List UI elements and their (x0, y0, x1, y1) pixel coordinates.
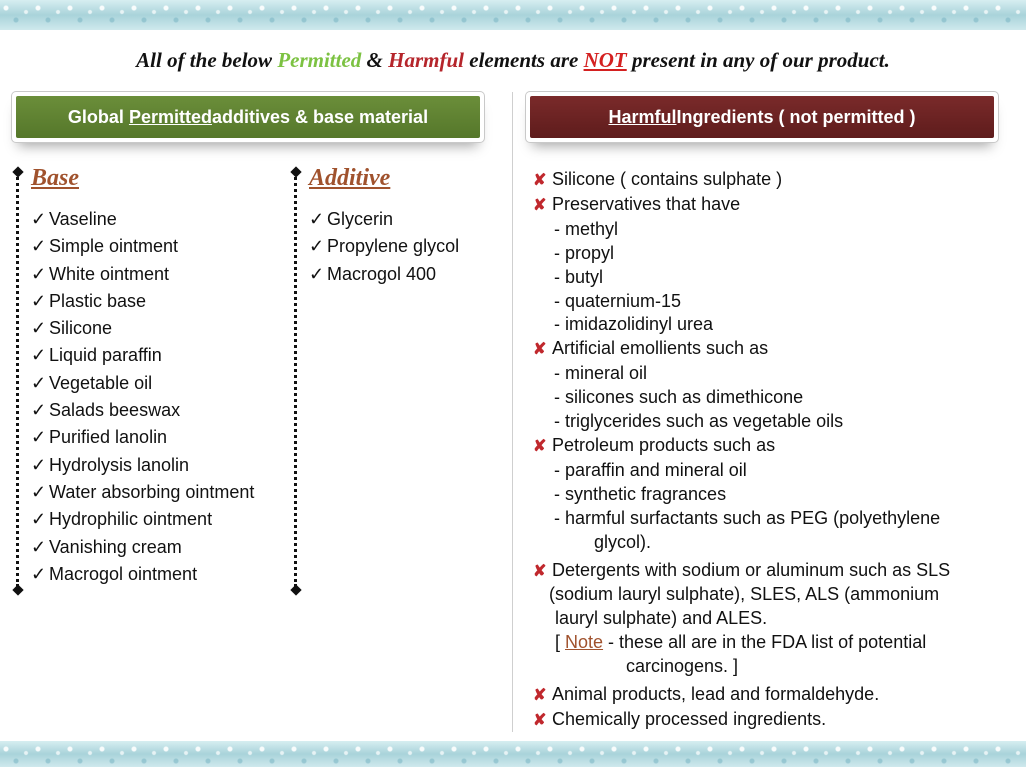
base-list-item (31, 315, 254, 342)
base-list-item (31, 479, 254, 506)
check-icon: ✓ (31, 236, 47, 257)
headline-ampersand: & (361, 48, 389, 72)
base-title: Base (31, 165, 79, 191)
base-list-item (31, 206, 254, 233)
harmful-item-text: Silicone ( contains sulphate ) (552, 169, 783, 189)
headline-harmful-word: Harmful (388, 48, 464, 72)
check-icon: ✓ (31, 290, 47, 311)
harmful-item-continued: lauryl sulphate) and ALES. (555, 608, 768, 629)
base-list-item (31, 561, 254, 588)
additive-list-item (309, 206, 459, 233)
base-item-label: White ointment (49, 263, 170, 284)
harmful-subitem: - paraffin and mineral oil (554, 459, 747, 480)
base-item-label: Salads beeswax (49, 400, 181, 421)
harmful-item-chemical (533, 708, 950, 733)
additive-item-label: Propylene glycol (327, 236, 460, 257)
headline-not-word: NOT (583, 48, 627, 72)
base-list-item (31, 424, 254, 451)
check-icon: ✓ (31, 536, 47, 557)
harmful-item-continued: (sodium lauryl sulphate), SLES, ALS (ammonium (549, 584, 940, 605)
harmful-subitem: - silicones such as dimethicone (554, 387, 804, 408)
cross-icon: ✘ (533, 341, 547, 359)
check-icon: ✓ (31, 427, 47, 448)
base-item-label: Simple ointment (49, 236, 179, 257)
note-bracket: [ (555, 632, 566, 653)
check-icon: ✓ (31, 263, 47, 284)
cross-icon: ✘ (533, 437, 547, 455)
base-item-label: Water absorbing ointment (49, 481, 255, 502)
base-item-label: Vanishing cream (49, 536, 182, 557)
check-icon: ✓ (31, 209, 47, 229)
base-item-label: Hydrophilic ointment (49, 509, 213, 530)
additive-diamond-bottom (290, 584, 301, 595)
check-icon: ✓ (309, 236, 325, 257)
harmful-item-text: Detergents with sodium or aluminum such as SLS (552, 559, 951, 580)
base-list-item (31, 534, 254, 561)
check-icon: ✓ (31, 509, 47, 530)
check-icon: ✓ (31, 481, 47, 502)
harmful-item-petroleum (533, 434, 950, 459)
cross-icon: ✘ (533, 196, 547, 214)
base-diamond-top (12, 166, 23, 177)
check-icon: ✓ (31, 318, 47, 339)
harmful-item-silicone (533, 168, 950, 193)
headline-text: present in any of our product. (626, 48, 890, 72)
base-item-label: Vaseline (49, 209, 117, 229)
additive-title: Additive (309, 165, 391, 191)
headline-text: elements are (464, 48, 584, 72)
additive-diamond-top (290, 166, 301, 177)
harmful-subitem: - synthetic fragrances (554, 483, 727, 504)
check-icon: ✓ (309, 263, 325, 284)
permitted-header-text: additives & base material (211, 106, 429, 127)
base-list-item (31, 342, 254, 369)
base-list-item (31, 452, 254, 479)
check-icon: ✓ (31, 345, 47, 366)
note-label: Note (565, 632, 604, 653)
harmful-item-text: Petroleum products such as (552, 434, 776, 455)
harmful-item-animal (533, 683, 950, 708)
permitted-header-box (12, 92, 484, 142)
additive-list-item (309, 261, 459, 288)
harmful-subitem: - propyl (554, 242, 615, 263)
additive-list-item (309, 233, 459, 260)
harmful-subitem: - quaternium-15 (554, 290, 682, 311)
additive-list (309, 206, 459, 288)
harmful-header-box (526, 92, 998, 142)
note-text-continued: carcinogens. ] (626, 656, 739, 677)
base-list-item (31, 288, 254, 315)
top-decorative-band (0, 0, 1026, 30)
harmful-list (533, 168, 950, 733)
base-dotted-line (16, 172, 19, 587)
additive-item-label: Macrogol 400 (327, 263, 437, 284)
base-item-label: Silicone (49, 318, 113, 339)
base-item-label: Hydrolysis lanolin (49, 454, 190, 475)
check-icon: ✓ (31, 454, 47, 475)
page-headline (0, 48, 1026, 73)
bottom-decorative-band (0, 741, 1026, 767)
harmful-item-text: Artificial emollients such as (552, 338, 769, 359)
harmful-header-highlight: Harmful (608, 106, 677, 127)
permitted-header-highlight: Permitted (128, 106, 212, 127)
harmful-subitem: - mineral oil (554, 363, 648, 384)
cross-icon: ✘ (533, 687, 547, 705)
permitted-header-text: Global (67, 106, 124, 127)
base-item-label: Liquid paraffin (49, 345, 162, 366)
base-diamond-bottom (12, 584, 23, 595)
base-item-label: Purified lanolin (49, 427, 168, 448)
harmful-item-text: Preservatives that have (552, 193, 741, 214)
harmful-subitem: - harmful surfactants such as PEG (polyethylene (554, 507, 941, 528)
base-list-item (31, 506, 254, 533)
base-item-label: Macrogol ointment (49, 563, 198, 584)
harmful-subitem: - triglycerides such as vegetable oils (554, 411, 844, 432)
harmful-item-preservatives (533, 193, 950, 218)
harmful-item-text: Animal products, lead and formaldehyde. (552, 684, 880, 705)
note-text: - these all are in the FDA list of potential (603, 632, 927, 653)
cross-icon: ✘ (533, 172, 547, 189)
check-icon: ✓ (31, 372, 47, 393)
cross-icon: ✘ (533, 562, 547, 580)
base-list (31, 206, 254, 588)
headline-permitted-word: Permitted (277, 48, 362, 72)
base-item-label: Vegetable oil (49, 372, 153, 393)
cross-icon: ✘ (533, 711, 547, 729)
column-divider (512, 92, 513, 732)
harmful-subitem: - methyl (554, 218, 619, 239)
additive-dotted-line (294, 172, 297, 587)
harmful-header-text: Ingredients ( not permitted ) (676, 106, 916, 127)
harmful-subitem: - butyl (554, 266, 604, 287)
harmful-item-emollients (533, 337, 950, 362)
harmful-item-text: Chemically processed ingredients. (552, 708, 827, 729)
check-icon: ✓ (31, 563, 47, 584)
harmful-subitem: - imidazolidinyl urea (554, 314, 714, 335)
additive-item-label: Glycerin (327, 209, 394, 229)
headline-text: All of the below (136, 48, 278, 72)
base-list-item (31, 261, 254, 288)
harmful-subitem-continued: glycol). (594, 531, 652, 552)
base-list-item (31, 233, 254, 260)
harmful-item-detergents (533, 559, 950, 584)
harmful-note (533, 631, 950, 655)
check-icon: ✓ (31, 400, 47, 421)
base-list-item (31, 397, 254, 424)
check-icon: ✓ (309, 209, 325, 229)
base-list-item (31, 370, 254, 397)
base-item-label: Plastic base (49, 290, 147, 311)
